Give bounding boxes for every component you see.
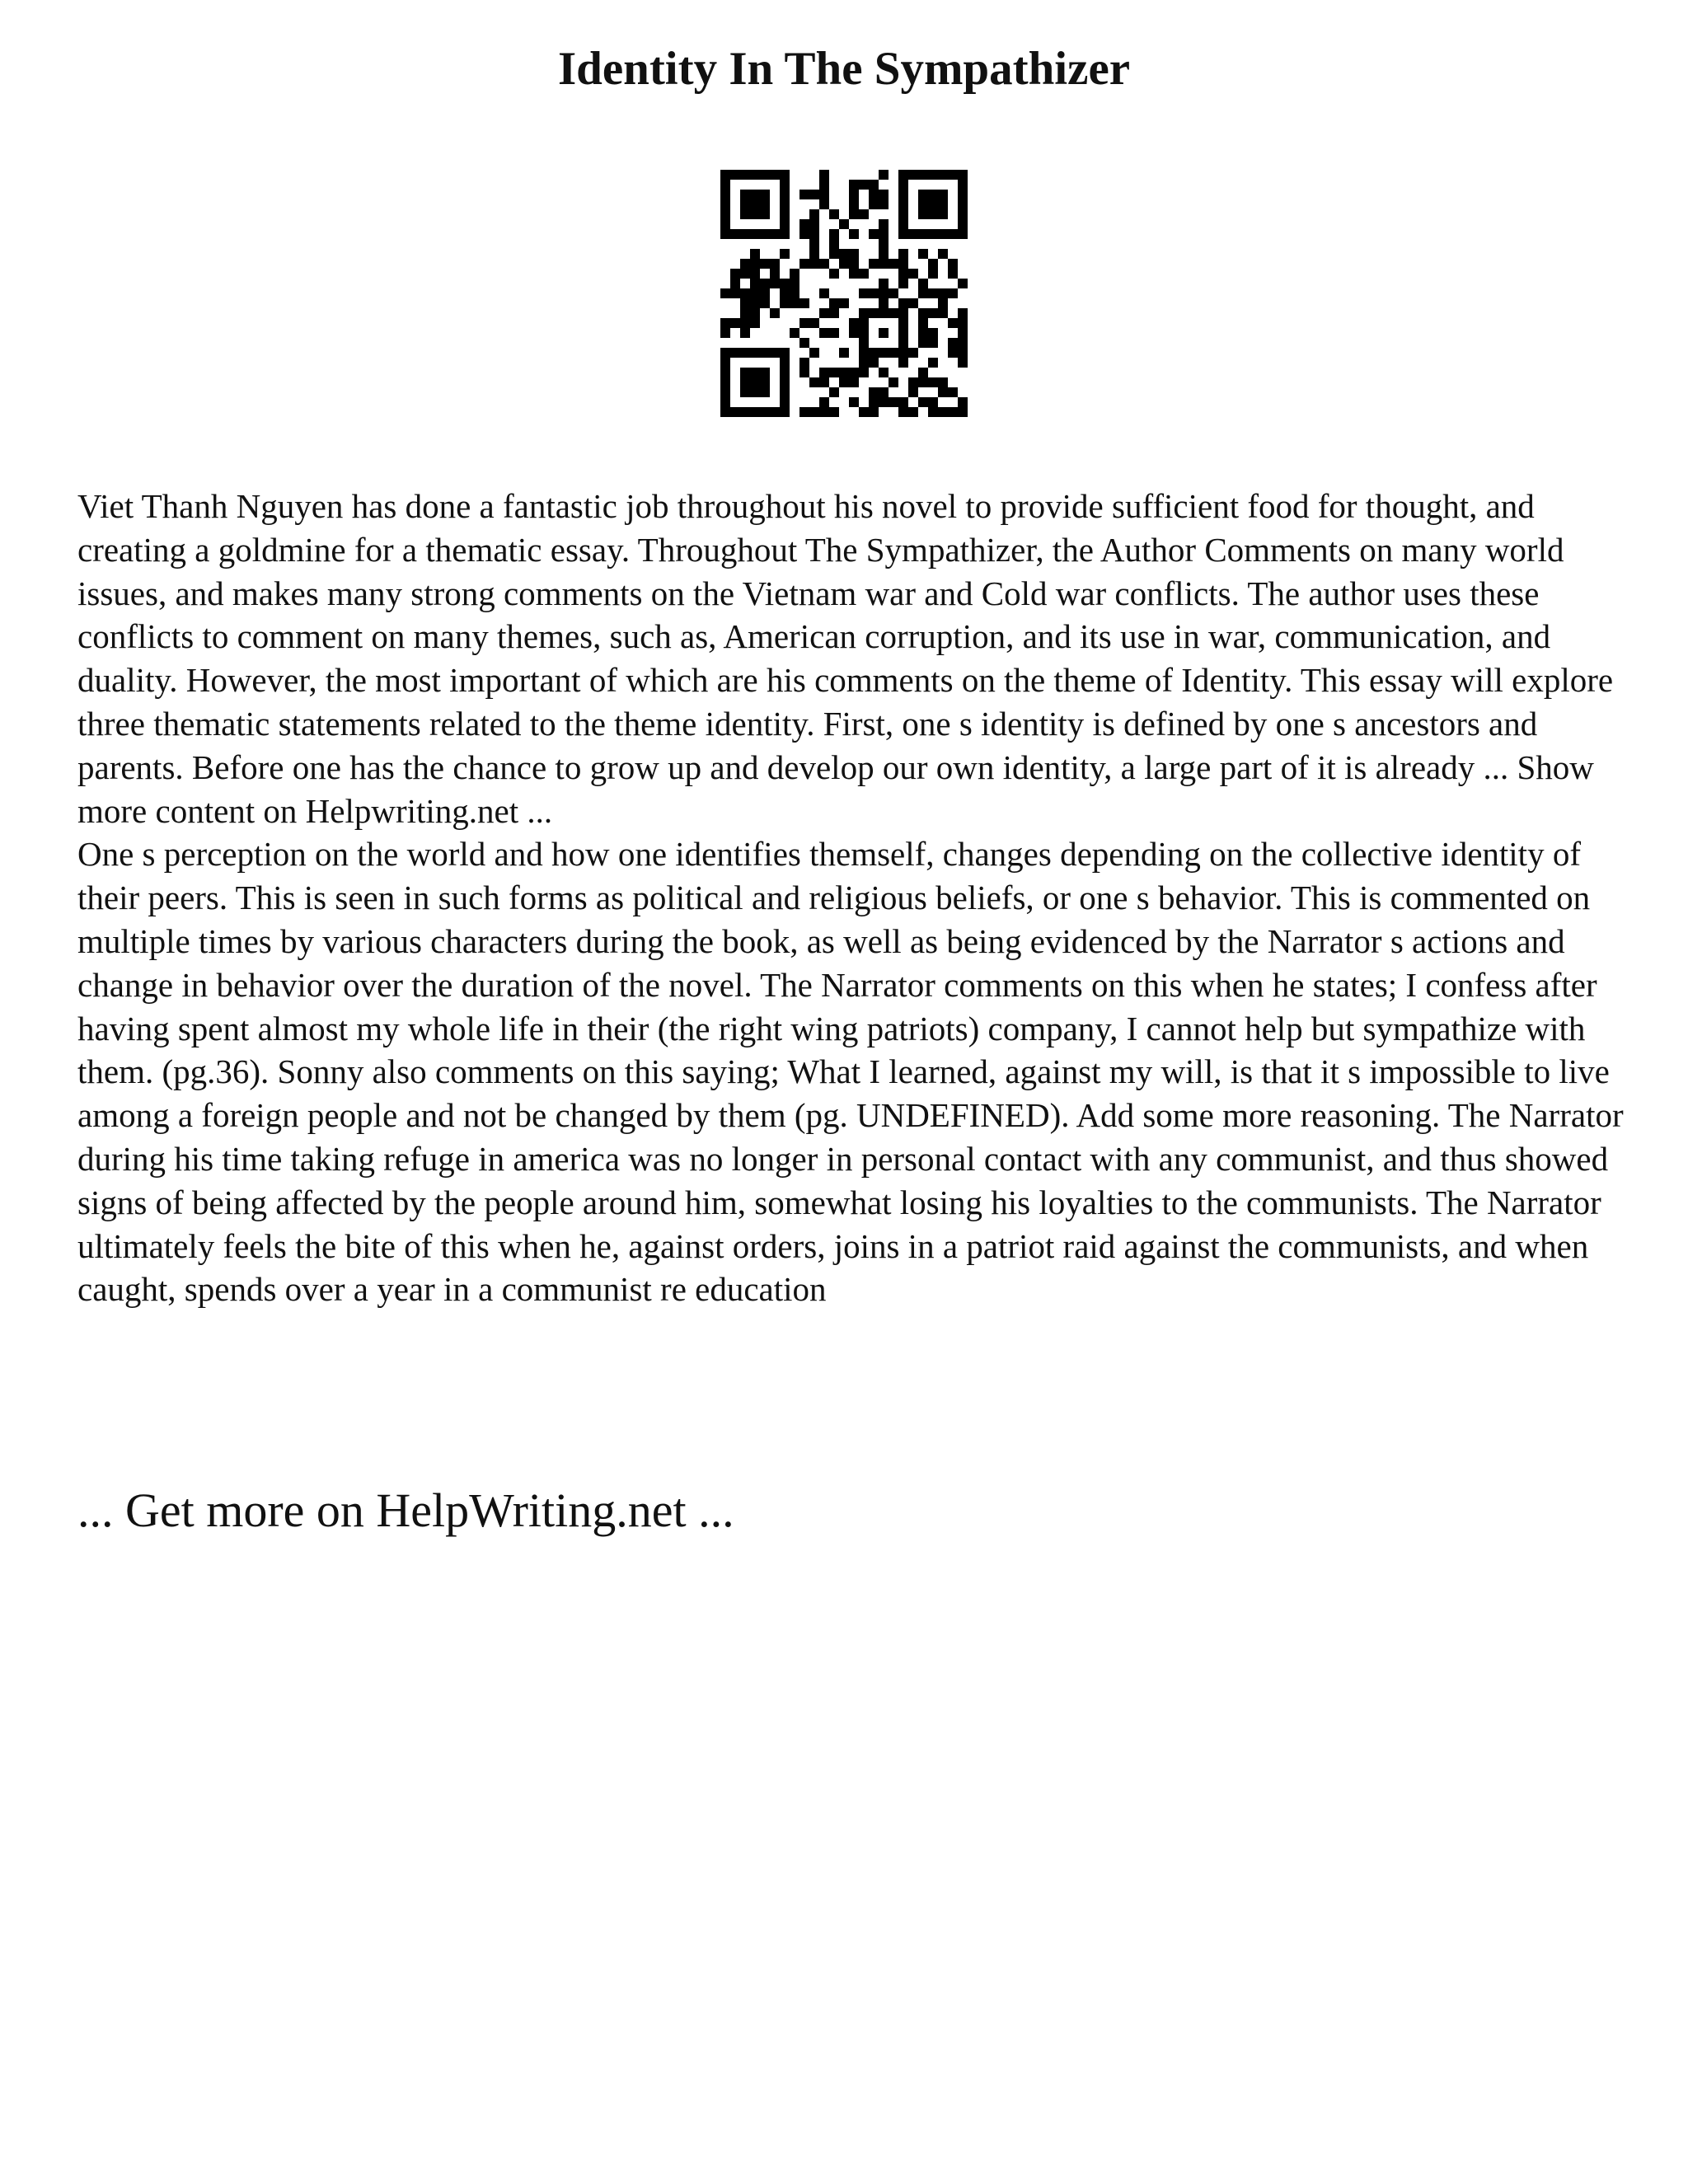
qr-code-icon bbox=[720, 170, 968, 417]
essay-body bbox=[77, 485, 1627, 1311]
essay-paragraph-2: One s perception on the world and how one identifies themself, changes depending on the collective identity of their peers. This is seen in such forms as political and religious beliefs, or one s behavior. This is commented on multiple times by various characters during the book, as well as being evidenced by the Narrator s actions and change in behavior over the duration of the novel. The Narrator comments on this when he states; I confess after having spent almost my whole life in their (the right wing patriots) company, I cannot help but sympathize with them. (pg.36). Sonny also comments on this saying; What I learned, against my will, is that it s impossible to live among a foreign people and not be changed by them (pg. UNDEFINED). Add some more reasoning. The Narrator during his time taking refuge in america was no longer in personal contact with any communist, and thus showed signs of being affected by the people around him, somewhat losing his loyalties to the communists. The Narrator ultimately feels the bite of this when he, against orders, joins in a patriot raid against the communists, and when caught, spends over a year in a communist re education bbox=[77, 835, 1624, 1309]
essay-paragraph-1: Viet Thanh Nguyen has done a fantastic job throughout his novel to provide sufficient food for thought, and creating a goldmine for a thematic essay. Throughout The Sympathizer, the Author Comments on many world issues, and makes many strong comments on the Vietnam war and Cold war conflicts. The author uses these conflicts to comment on many themes, such as, American corruption, and its use in war, communication, and duality. However, the most important of which are his comments on the theme of Identity. This essay will explore three thematic statements related to the theme identity. First, one s identity is defined by one s ancestors and parents. Before one has the chance to grow up and develop our own identity, a large part of it is already ... Show more content on Helpwriting.net ... bbox=[77, 487, 1614, 830]
get-more-link[interactable]: ... Get more on HelpWriting.net ... bbox=[77, 1483, 734, 1537]
document-title: Identity In The Sympathizer bbox=[557, 43, 1131, 95]
